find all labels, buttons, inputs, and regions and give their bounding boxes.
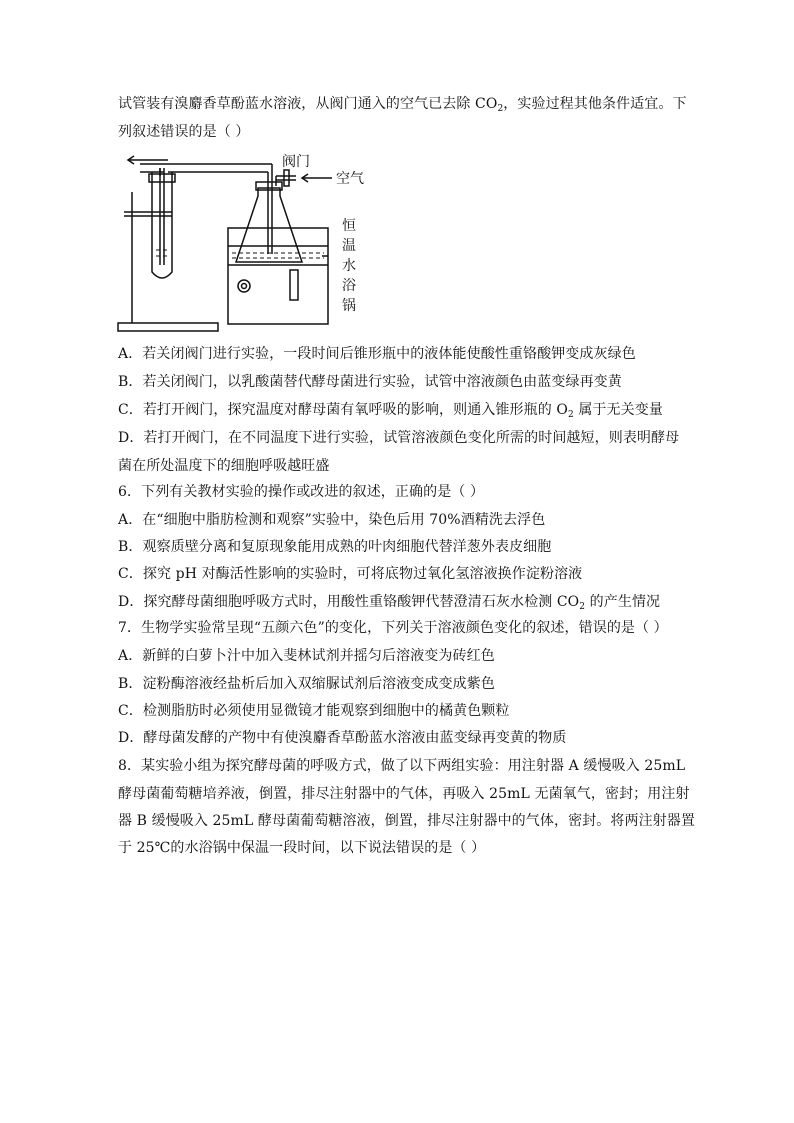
q6-stem: 6．下列有关教材实验的操作或改进的叙述，正确的是（ ） <box>118 484 485 500</box>
q5-option-d-line-1: D．若打开阀门，在不同温度下进行实验，试管溶液颜色变化所需的时间越短，则表明酵母 <box>118 430 680 446</box>
q7-option-d: D．酵母菌发酵的产物中有使溴麝香草酚蓝水溶液由蓝变绿再变黄的物质 <box>118 730 567 746</box>
valve-label: 阀门 <box>282 154 310 170</box>
q8-line-4: 于 25℃的水浴锅中保温一段时间，以下说法错误的是（ ） <box>118 840 486 856</box>
q6-option-d: D．探究酵母菌细胞呼吸方式时，用酸性重铬酸钾代替澄清石灰水检测 $CO_2$ 的产生情况 <box>118 594 661 612</box>
bath-label-5: 锅 <box>342 298 356 314</box>
bath-label-1: 恒 <box>342 218 356 234</box>
q7-option-c: C．检测脂肪时必须使用显微镜才能观察到细胞中的橘黄色颗粒 <box>118 703 510 719</box>
q7-stem: 7．生物学实验常呈现“五颜六色”的变化，下列关于溶液颜色变化的叙述，错误的是（ ） <box>118 620 668 636</box>
air-label: 空气 <box>336 171 364 187</box>
q5-option-d-line-2: 菌在所处温度下的细胞呼吸越旺盛 <box>118 458 330 474</box>
q5-option-b: B．若关闭阀门，以乳酸菌替代酵母菌进行实验，试管中溶液颜色由蓝变绿再变黄 <box>118 374 622 390</box>
bath-label-2: 温 <box>342 238 356 254</box>
q5-option-a: A．若关闭阀门进行实验，一段时间后锥形瓶中的液体能使酸性重铬酸钾变成灰绿色 <box>118 346 636 362</box>
bath-label-3: 水 <box>342 258 356 274</box>
q6-option-a: A．在“细胞中脂肪检测和观察”实验中，染色后用 70%酒精洗去浮色 <box>118 512 546 528</box>
intro-line-2: 列叙述错误的是（ ） <box>118 124 250 140</box>
q6-option-c: C．探究 pH 对酶活性影响的实验时，可将底物过氧化氢溶液换作淀粉溶液 <box>118 566 583 582</box>
q5-option-c: C．若打开阀门，探究温度对酵母菌有氧呼吸的影响，则通入锥形瓶的 $O_2$ 属于无关变量 <box>118 402 663 420</box>
apparatus-diagram <box>110 150 370 335</box>
bath-label-4: 浴 <box>342 278 356 294</box>
q8-line-2: 酵母菌葡萄糖培养液，倒置，排尽注射器中的气体，再吸入 25mL 无菌氧气，密封；用注射 <box>118 786 690 802</box>
q6-option-b: B．观察质壁分离和复原现象能用成熟的叶肉细胞代替洋葱外表皮细胞 <box>118 539 552 555</box>
q8-line-3: 器 B 缓慢吸入 25mL 酵母菌葡萄糖溶液，倒置，排尽注射器中的气体，密封。将两注射器置 <box>118 813 695 829</box>
intro-line-1: 试管装有溴麝香草酚蓝水溶液，从阀门通入的空气已去除 $CO_2$，实验过程其他条件适宜。下 <box>118 96 687 114</box>
q8-line-1: 8．某实验小组为探究酵母菌的呼吸方式，做了以下两组实验：用注射器 A 缓慢吸入 25mL <box>118 758 686 774</box>
q7-option-b: B．淀粉酶溶液经盐析后加入双缩脲试剂后溶液变成变成紫色 <box>118 676 495 692</box>
q7-option-a: A．新鲜的白萝卜汁中加入斐林试剂并摇匀后溶液变为砖红色 <box>118 648 495 664</box>
